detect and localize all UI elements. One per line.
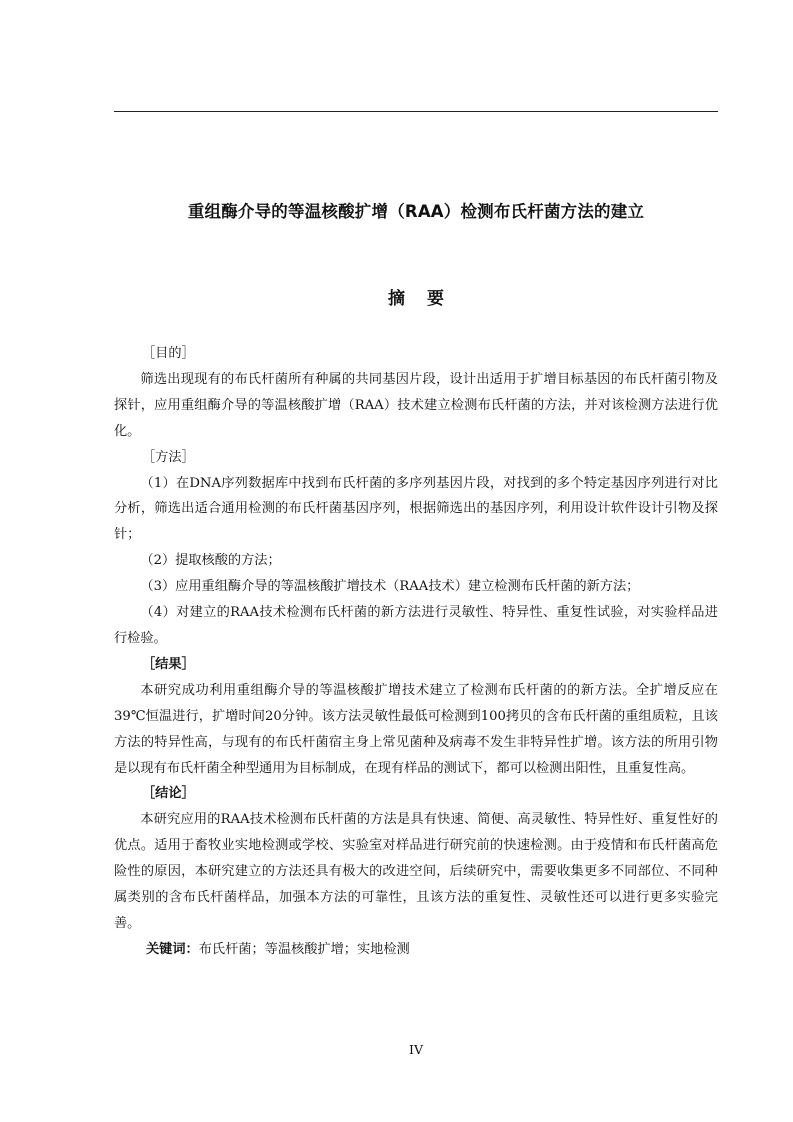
keywords-text: 布氏杆菌；等温核酸扩增；实地检测 [198, 941, 410, 957]
method-label: ［方法］ [142, 449, 195, 465]
document-title: 重组酶介导的等温核酸扩增（RAA）检测布氏杆菌方法的建立 [187, 202, 645, 221]
method-item-2: （2）提取核酸的方法； [140, 553, 281, 569]
abstract-heading [114, 284, 718, 309]
method-item-3: （3）应用重组酶介导的等温核酸扩增技术（RAA技术）建立检测布氏杆菌的新方法； [140, 579, 640, 595]
result-paragraph: 本研究成功利用重组酶介导的等温核酸扩增技术建立了检测布氏杆菌的的新方法。全扩增反应在39℃恒温进行，扩增时间20分钟。该方法灵敏性最低可检测到100拷贝的含布氏杆菌的重组质粒，且该方法的特异性高，与现有的布氏杆菌宿主身上常见菌种及病毒不发生非特异性扩增。该方法的所用引物是以现有布氏杆菌全种型通用为目标制成，在现有样品的测试下，都可以检测出阳性，且重复性高。 [114, 682, 718, 776]
result-label: ［结果］ [142, 656, 195, 672]
abstract-body [114, 341, 718, 963]
abstract-heading-char-1: 摘 [388, 289, 405, 309]
method-item-4: （4）对建立的RAA技术检测布氏杆菌的新方法进行灵敏性、特异性、重复性试验，对实验样品进行检验。 [114, 605, 718, 646]
keywords-label: 关键词： [146, 941, 199, 957]
method-item-1: （1）在DNA序列数据库中找到布氏杆菌的多序列基因片段，对找到的多个特定基因序列进行对比分析，筛选出适合通用检测的布氏杆菌基因序列，根据筛选出的基因序列，利用设计软件设计引物及探针； [114, 475, 718, 543]
conclusion-label: ［结论］ [142, 786, 195, 802]
header-rule [114, 111, 718, 112]
page-number: IV [409, 1042, 423, 1057]
keywords-line [114, 937, 718, 963]
abstract-heading-char-2: 要 [427, 289, 444, 309]
conclusion-paragraph: 本研究应用的RAA技术检测布氏杆菌的方法是具有快速、简便、高灵敏性、特异性好、重复性好的优点。适用于畜牧业实地检测或学校、实验室对样品进行研究前的快速检测。由于疫情和布氏杆菌高危险性的原因，本研究建立的方法还具有极大的改进空间，后续研究中，需要收集更多不同部位、不同种属类别的含布氏杆菌样品，加强本方法的可靠性，且该方法的重复性、灵敏性还可以进行更多实验完善。 [114, 812, 718, 931]
purpose-paragraph: 筛选出现现有的布氏杆菌所有种属的共同基因片段，设计出适用于扩增目标基因的布氏杆菌引物及探针，应用重组酶介导的等温核酸扩增（RAA）技术建立检测布氏杆菌的方法，并对该检测方法进行优化。 [114, 371, 718, 439]
purpose-label: ［目的］ [142, 346, 195, 361]
